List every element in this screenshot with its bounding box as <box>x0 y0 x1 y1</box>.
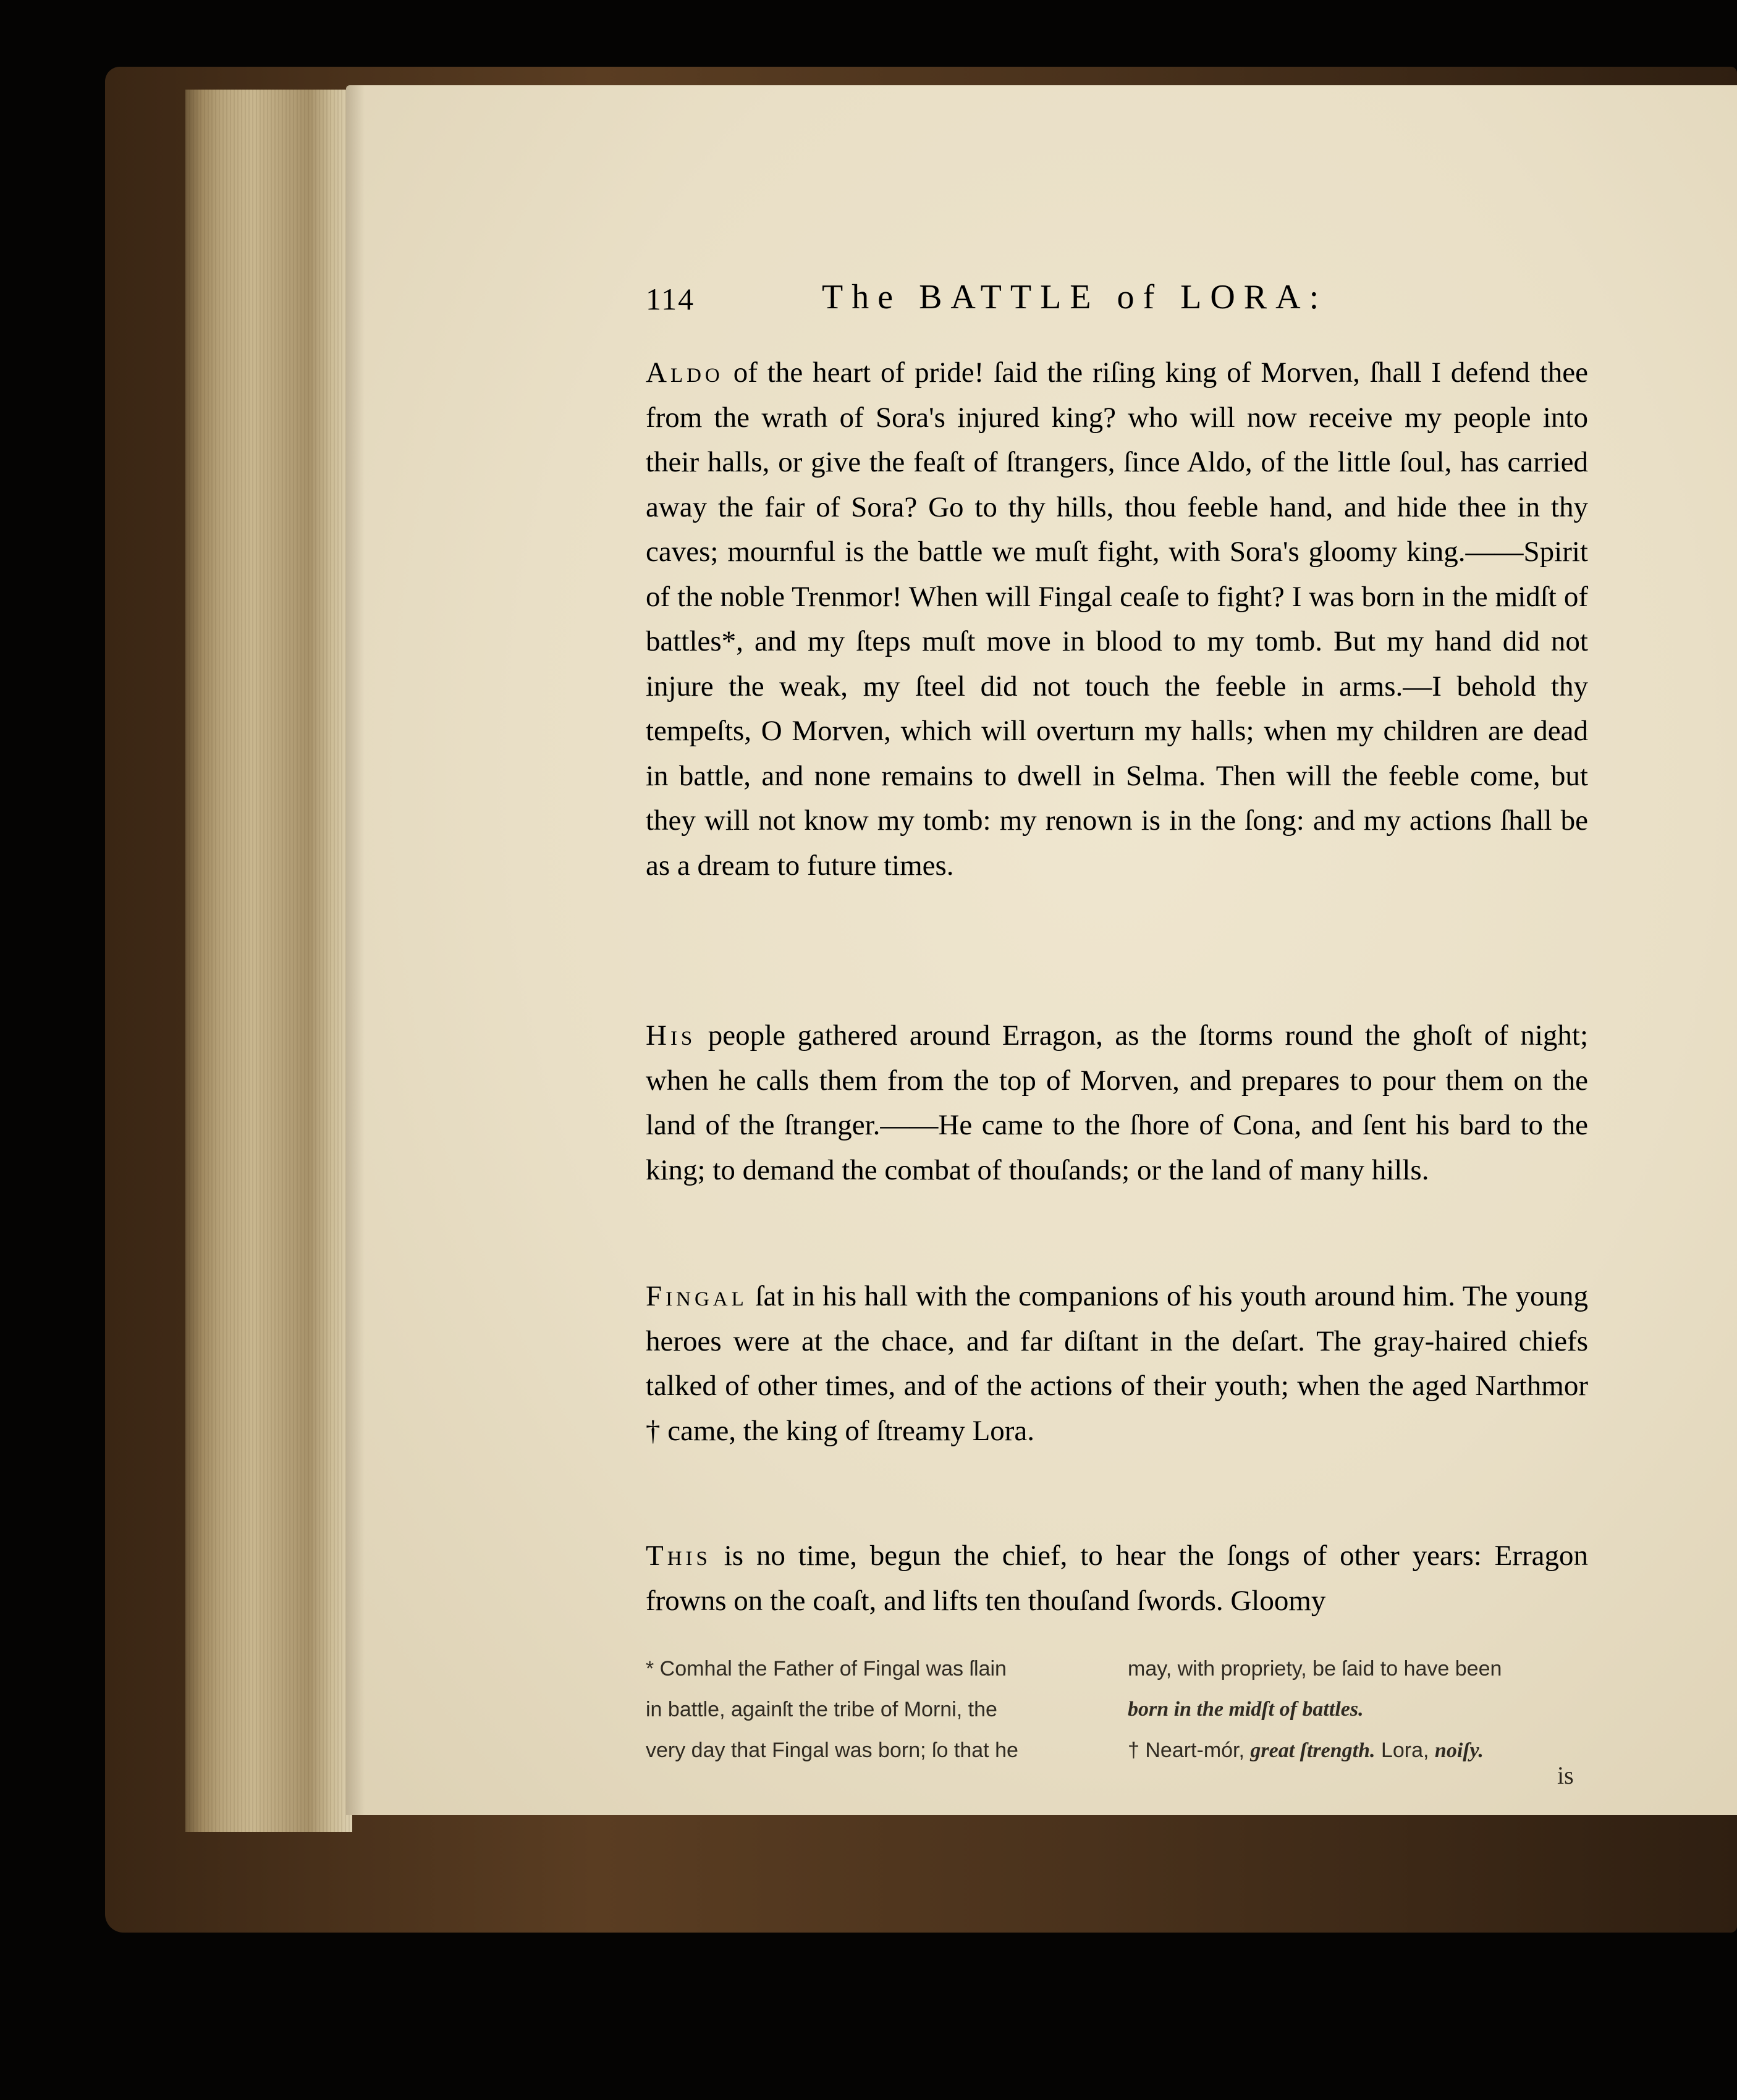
paragraph-2-lead: His <box>646 1019 696 1052</box>
page-block-edge <box>185 90 352 1832</box>
footnote-line: very day that Fingal was born; ſo that he <box>646 1739 1018 1762</box>
paragraph-4-text: is no time, begun the chief, to hear the ſongs of other years: Erragon frowns on the coaſt, and lifts ten thouſand ſwords. Gloomy <box>646 1540 1588 1617</box>
paragraph-4-lead: This <box>646 1540 711 1572</box>
paragraph-2-text: people gathered around Erragon, as the ſtorms round the ghoſt of night; when he calls them from the top of Morven, and prepares to pour them on the land of the ſtranger.——He came to the ſhore of Cona, and ſent his bard to the king; to demand the combat of thouſands; or the land of many hills. <box>646 1019 1588 1186</box>
paragraph-1-lead: Aldo <box>646 356 724 389</box>
footnotes <box>646 1648 1588 1772</box>
running-head <box>646 278 1474 324</box>
paragraph-4 <box>646 1533 1588 1623</box>
gutter-shadow <box>346 85 365 1815</box>
paragraph-1 <box>646 350 1588 888</box>
running-title: The BATTLE of LORA: <box>822 278 1328 316</box>
footnote-gloss-1: great ſtrength. <box>1250 1739 1376 1762</box>
paragraph-2 <box>646 1013 1588 1192</box>
footnote-gloss-2: noiſy. <box>1434 1739 1484 1762</box>
paragraph-1-text: of the heart of pride! ſaid the riſing king of Morven, ſhall I defend thee from the wrath of Sora's injured king? who will now receive my people into their halls, or give the feaſt of ſtrangers, ſince Aldo, of the little ſoul, has carried away the fair of Sora? Go to thy hills, thou feeble hand, and hide thee in thy caves; mournful is the battle we muſt fight, with Sora's gloomy king.——Spirit of the noble Trenmor! When will Fingal ceaſe to fight? I was born in the midſt of battles*, and my ſteps muſt move in blood to my tomb. But my hand did not injure the weak, my ſteel did not touch the feeble in arms.—I behold thy tempeſts, O Morven, which will overturn my halls; when my children are dead in battle, and none remains to dwell in Selma. Then will the feeble come, but they will not know my tomb: my renown is in the ſong: and my actions ſhall be as a dream to future times. <box>646 356 1588 882</box>
footnote-dagger-line <box>1128 1730 1588 1771</box>
footnote-line: may, with propriety, be ſaid to have been <box>1128 1657 1502 1680</box>
footnote-column-right <box>1128 1648 1588 1771</box>
page-number: 114 <box>646 282 695 316</box>
footnote-line: * Comhal the Father of Fingal was ſlain <box>646 1657 1007 1680</box>
footnote-dagger-mid: Lora, <box>1375 1739 1435 1762</box>
paragraph-3-text: ſat in his hall with the companions of his youth around him. The young heroes were at the chace, and far diſtant in the deſart. The gray-haired chiefs talked of other times, and of the actions of their youth; when the aged Narthmor † came, the king of ſtreamy Lora. <box>646 1280 1588 1447</box>
paragraph-3-lead: Fingal <box>646 1280 748 1312</box>
footnote-column-left <box>646 1648 1103 1771</box>
paragraph-3 <box>646 1274 1588 1453</box>
catchword: is <box>1557 1761 1574 1789</box>
footnote-dagger-prefix: † Neart-mór, <box>1128 1739 1251 1762</box>
footnote-line: in battle, againſt the tribe of Morni, the <box>646 1698 997 1721</box>
footnote-line-italic: born in the midſt of battles. <box>1128 1698 1364 1721</box>
page-edge-texture <box>185 90 352 1832</box>
